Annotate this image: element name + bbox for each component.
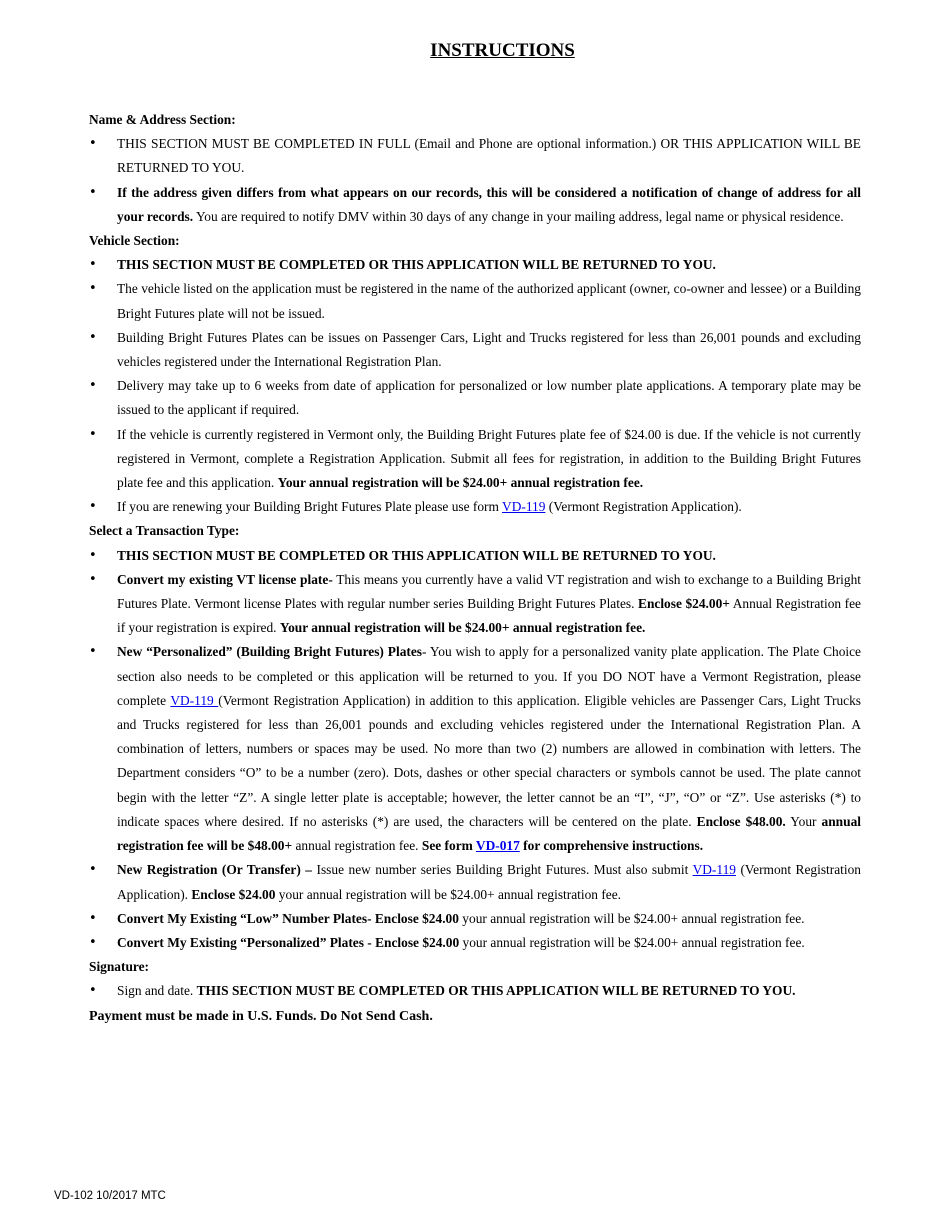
vd-119-link[interactable]: VD-119 xyxy=(692,862,736,878)
list-item: • Delivery may take up to 6 weeks from date of application for personalized or low number plate applications. A temporary plate may be issued to the applicant if required. xyxy=(89,374,861,422)
payment-note: Payment must be made in U.S. Funds. Do Not Send Cash. xyxy=(89,1008,433,1024)
bullet: • xyxy=(89,571,97,587)
bullet: • xyxy=(89,910,97,926)
bullet: • xyxy=(89,499,97,515)
list-item: • THIS SECTION MUST BE COMPLETED OR THIS APPLICATION WILL BE RETURNED TO YOU. xyxy=(89,253,861,277)
list-item: • Convert My Existing “Low” Number Plates- Enclose $24.00 your annual registration will be $24.00+ annual registration fee. xyxy=(89,907,861,931)
vd-017-link[interactable]: VD-017 xyxy=(475,838,520,854)
list-item: • If the vehicle is currently registered in Vermont only, the Building Bright Futures plate fee of $24.00 is due. If the vehicle is not currently registered in Vermont, complete a Registration Application. Submit all fees for registration, in addition to the Building Bright Futures plate fee and this application. Your annual registration will be $24.00+ annual registration fee. xyxy=(89,423,861,496)
bullet: • xyxy=(89,184,97,200)
list-item: • Convert My Existing “Personalized” Plates - Enclose $24.00 your annual registration will be $24.00+ annual registration fee. xyxy=(89,931,861,955)
bullet: • xyxy=(89,378,97,394)
bullet: • xyxy=(89,329,97,345)
page-title: INSTRUCTIONS xyxy=(430,40,575,61)
list-item: • Sign and date. THIS SECTION MUST BE COMPLETED OR THIS APPLICATION WILL BE RETURNED TO YOU. xyxy=(89,979,861,1003)
vehicle-heading: Vehicle Section: xyxy=(89,233,180,249)
vd-119-link[interactable]: VD-119 xyxy=(170,692,219,708)
bullet: • xyxy=(89,547,97,563)
bullet: • xyxy=(89,257,97,273)
bullet: • xyxy=(89,983,97,999)
transaction-heading: Select a Transaction Type: xyxy=(89,523,240,539)
bullet: • xyxy=(89,281,97,297)
name-address-heading: Name & Address Section: xyxy=(89,112,236,127)
bullet: • xyxy=(89,426,97,442)
list-item: • New “Personalized” (Building Bright Futures) Plates- You wish to apply for a personalized vanity plate application. The Plate Choice section also needs to be completed or this application will be returned to you. If you DO NOT have a Vermont Registration, please complete VD-119 (Vermont Registration Application) in addition to this application. Eligible vehicles are Passenger Cars, Light Trucks and Trucks registered for less than 26,001 pounds and excluding vehicles registered under the International Registration Plan. A combination of letters, numbers or spaces may be used. No more than two (2) numbers are allowed in combination with letters. The Department considers “O” to be a number (zero). Dots, dashes or other special characters or symbols cannot be used. The plate cannot begin with the letter “Z”. A single letter plate is acceptable; however, the letter cannot be an “I”, “J”, “O” or “Z”. Use asterisks (*) to indicate spaces where desired. If no asterisks (*) are used, the characters will be centered on the plate. Enclose $48.00. Your annual registration fee will be $48.00+ annual registration fee. See form VD-017 for comprehensive instructions. xyxy=(89,640,861,858)
bullet: • xyxy=(89,644,97,660)
instructions-body xyxy=(89,108,861,1029)
form-footer: VD-102 10/2017 MTC xyxy=(54,1190,166,1202)
list-item: • New Registration (Or Transfer) – Issue new number series Building Bright Futures. Must also submit VD-119 (Vermont Registration Application). Enclose $24.00 your annual registration will be $24.00+ annual registration fee. xyxy=(89,858,861,906)
list-item: • Convert my existing VT license plate- This means you currently have a valid VT registration and wish to exchange to a Building Bright Futures Plate. Vermont license Plates with regular number series Building Bright Futures Plates. Enclose $24.00+ Annual Registration fee if your registration is expired. Your annual registration will be $24.00+ annual registration fee. xyxy=(89,568,861,641)
list-item: • THIS SECTION MUST BE COMPLETED OR THIS APPLICATION WILL BE RETURNED TO YOU. xyxy=(89,544,861,568)
list-item: • Building Bright Futures Plates can be issues on Passenger Cars, Light and Trucks registered for less than 26,001 pounds and excluding vehicles registered under the International Registration Plan. xyxy=(89,326,861,374)
list-item: • If the address given differs from what appears on our records, this will be considered a notification of change of address for all your records. You are required to notify DMV within 30 days of any change in your mailing address, legal name or physical residence. xyxy=(89,181,861,229)
bullet: • xyxy=(89,136,97,152)
vd-119-link[interactable]: VD-119 xyxy=(502,499,546,515)
bullet: • xyxy=(89,862,97,878)
signature-heading: Signature: xyxy=(89,959,150,975)
bullet: • xyxy=(89,934,97,950)
list-item: • If you are renewing your Building Bright Futures Plate please use form VD-119 (Vermont Registration Application). xyxy=(89,495,861,519)
list-item: • THIS SECTION MUST BE COMPLETED IN FULL (Email and Phone are optional information.) OR THIS APPLICATION WILL BE RETURNED TO YOU. xyxy=(89,132,861,180)
list-item: • The vehicle listed on the application must be registered in the name of the authorized applicant (owner, co-owner and lessee) or a Building Bright Futures plate will not be issued. xyxy=(89,277,861,325)
